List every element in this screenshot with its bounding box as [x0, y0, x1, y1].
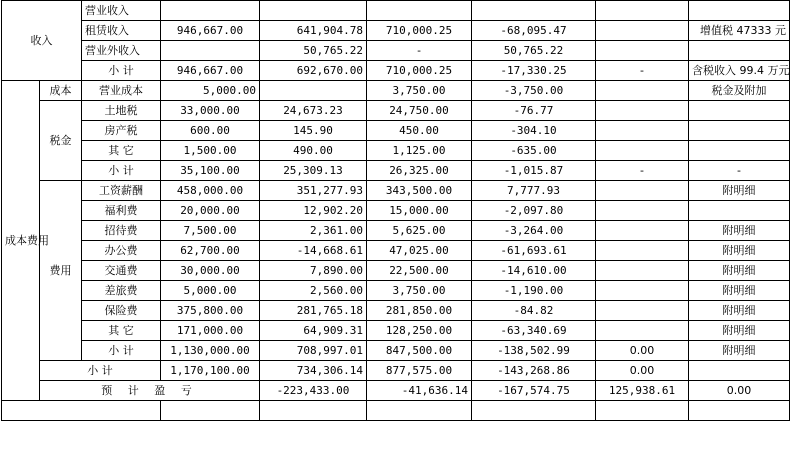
cell-c5 — [596, 281, 689, 301]
row-label: 小 计 — [82, 61, 161, 81]
cell-note — [689, 201, 790, 221]
cell-c5 — [596, 261, 689, 281]
row-label: 其 它 — [82, 141, 161, 161]
empty-cell — [596, 401, 689, 421]
row-label: 交通费 — [82, 261, 161, 281]
row-label: 其 它 — [82, 321, 161, 341]
cell-note — [689, 141, 790, 161]
cell-c5: - — [596, 161, 689, 181]
cell-note: 附明细 — [689, 301, 790, 321]
cell-c2: 2,361.00 — [260, 221, 367, 241]
empty-cell — [161, 401, 260, 421]
cell-c4: -304.10 — [472, 121, 596, 141]
cell-c2: 351,277.93 — [260, 181, 367, 201]
cell-c2: 24,673.23 — [260, 101, 367, 121]
cell-c1 — [161, 1, 260, 21]
cell-c5 — [596, 221, 689, 241]
cell-c3: 128,250.00 — [367, 321, 472, 341]
cost-total-row — [2, 361, 790, 381]
cell-c2: 734,306.14 — [260, 361, 367, 381]
cell-note: 附明细 — [689, 261, 790, 281]
expense-row — [2, 181, 790, 201]
cell-c3: 710,000.25 — [367, 61, 472, 81]
cell-c3: 847,500.00 — [367, 341, 472, 361]
expense-row — [2, 281, 790, 301]
cell-c4: -14,610.00 — [472, 261, 596, 281]
empty-cell — [472, 401, 596, 421]
cell-c5 — [596, 101, 689, 121]
cell-c4: -3,750.00 — [472, 81, 596, 101]
expense-subtotal-row — [2, 341, 790, 361]
section-cost-expense: 成本费用 — [2, 81, 40, 401]
cell-c5 — [596, 121, 689, 141]
cell-c2: 490.00 — [260, 141, 367, 161]
cell-note: - — [689, 161, 790, 181]
empty-row — [2, 401, 790, 421]
cell-c1: 946,667.00 — [161, 61, 260, 81]
empty-cell — [260, 401, 367, 421]
cell-c2: 145.90 — [260, 121, 367, 141]
expense-row — [2, 321, 790, 341]
cell-c4: -3,264.00 — [472, 221, 596, 241]
expense-row — [2, 301, 790, 321]
cell-c2: 641,904.78 — [260, 21, 367, 41]
cell-c1: 600.00 — [161, 121, 260, 141]
row-label: 保险费 — [82, 301, 161, 321]
cell-c1: 946,667.00 — [161, 21, 260, 41]
cell-c1: 35,100.00 — [161, 161, 260, 181]
cell-c4: -84.82 — [472, 301, 596, 321]
cell-c3 — [367, 1, 472, 21]
cell-c5: 0.00 — [596, 361, 689, 381]
expense-row — [2, 201, 790, 221]
row-label: 营业外收入 — [82, 41, 161, 61]
cell-c2: -41,636.14 — [367, 381, 472, 401]
income-subtotal-row — [2, 61, 790, 81]
budget-sheet — [1, 0, 790, 421]
cell-c5 — [596, 181, 689, 201]
empty-cell — [2, 401, 161, 421]
cell-c3: -167,574.75 — [472, 381, 596, 401]
cell-c2: 64,909.31 — [260, 321, 367, 341]
cell-note — [689, 1, 790, 21]
income-row — [2, 41, 790, 61]
section-forecast-pl: 预 计 盈 亏 — [40, 381, 260, 401]
tax-subtotal-row — [2, 161, 790, 181]
section-expense: 费用 — [40, 181, 82, 361]
row-label: 房产税 — [82, 121, 161, 141]
row-label: 营业收入 — [82, 1, 161, 21]
cell-c3: 343,500.00 — [367, 181, 472, 201]
cell-c4: -68,095.47 — [472, 21, 596, 41]
cell-c1: 20,000.00 — [161, 201, 260, 221]
row-label: 福利费 — [82, 201, 161, 221]
cell-c1 — [161, 41, 260, 61]
tax-row — [2, 121, 790, 141]
cell-c4: -63,340.69 — [472, 321, 596, 341]
cell-c5 — [596, 241, 689, 261]
cell-c2: 7,890.00 — [260, 261, 367, 281]
tax-row — [2, 141, 790, 161]
cell-c4: -17,330.25 — [472, 61, 596, 81]
cell-c1: 62,700.00 — [161, 241, 260, 261]
cell-c4: -138,502.99 — [472, 341, 596, 361]
cell-c5 — [596, 1, 689, 21]
cell-c5: 0.00 — [596, 341, 689, 361]
row-label: 租赁收入 — [82, 21, 161, 41]
cell-c5: 0.00 — [689, 381, 790, 401]
cell-c2: 692,670.00 — [260, 61, 367, 81]
cell-note: 附明细 — [689, 181, 790, 201]
row-label: 土地税 — [82, 101, 161, 121]
cell-note — [689, 121, 790, 141]
cell-c5 — [596, 41, 689, 61]
cell-c3: 281,850.00 — [367, 301, 472, 321]
cell-note: 附明细 — [689, 241, 790, 261]
cell-c3: 1,125.00 — [367, 141, 472, 161]
cell-c2: 2,560.00 — [260, 281, 367, 301]
cell-c4: 125,938.61 — [596, 381, 689, 401]
cell-c2: 281,765.18 — [260, 301, 367, 321]
cell-note — [689, 101, 790, 121]
row-label: 小 计 — [82, 341, 161, 361]
cell-c1: 33,000.00 — [161, 101, 260, 121]
cell-c4: -1,015.87 — [472, 161, 596, 181]
cell-note: 附明细 — [689, 341, 790, 361]
cell-c2 — [260, 81, 367, 101]
cell-c3: 3,750.00 — [367, 81, 472, 101]
row-label: 营业成本 — [82, 81, 161, 101]
expense-row — [2, 241, 790, 261]
cell-c3: 47,025.00 — [367, 241, 472, 261]
tax-row — [2, 101, 790, 121]
cell-c1: 1,500.00 — [161, 141, 260, 161]
cell-c2: 708,997.01 — [260, 341, 367, 361]
empty-cell — [367, 401, 472, 421]
cell-c1: 1,170,100.00 — [161, 361, 260, 381]
cell-c3: 3,750.00 — [367, 281, 472, 301]
cell-c5 — [596, 141, 689, 161]
cell-note: 税金及附加 — [689, 81, 790, 101]
cost-row — [2, 81, 790, 101]
cell-c4: -2,097.80 — [472, 201, 596, 221]
cell-note — [689, 361, 790, 381]
cell-c2: 25,309.13 — [260, 161, 367, 181]
cell-note: 含税收入 99.4 万元 — [689, 61, 790, 81]
cell-c1: 5,000.00 — [161, 281, 260, 301]
row-label: 小 计 — [82, 161, 161, 181]
cell-c3: 450.00 — [367, 121, 472, 141]
expense-row — [2, 221, 790, 241]
cell-c2: -14,668.61 — [260, 241, 367, 261]
cell-c5 — [596, 81, 689, 101]
cell-note: 附明细 — [689, 221, 790, 241]
cell-c1: 458,000.00 — [161, 181, 260, 201]
cell-c2 — [260, 1, 367, 21]
row-label: 招待费 — [82, 221, 161, 241]
cell-c1: 30,000.00 — [161, 261, 260, 281]
expense-row — [2, 261, 790, 281]
cell-c4: -635.00 — [472, 141, 596, 161]
row-label: 小 计 — [40, 361, 161, 381]
cell-c1: 7,500.00 — [161, 221, 260, 241]
cell-c3: 15,000.00 — [367, 201, 472, 221]
cell-note — [689, 41, 790, 61]
cell-c3: 26,325.00 — [367, 161, 472, 181]
income-row — [2, 21, 790, 41]
profit-row — [2, 381, 790, 401]
cell-c3: 24,750.00 — [367, 101, 472, 121]
cell-c3: 877,575.00 — [367, 361, 472, 381]
cell-c1: 5,000.00 — [161, 81, 260, 101]
section-income: 收入 — [2, 1, 82, 81]
row-label: 办公费 — [82, 241, 161, 261]
cell-c3: 22,500.00 — [367, 261, 472, 281]
cell-note: 附明细 — [689, 321, 790, 341]
cell-note: 增值税 47333 元 — [689, 21, 790, 41]
cell-c5 — [596, 201, 689, 221]
cell-c3: - — [367, 41, 472, 61]
income-row — [2, 1, 790, 21]
section-cost: 成本 — [40, 81, 82, 101]
cell-c2: 12,902.20 — [260, 201, 367, 221]
row-label: 工资薪酬 — [82, 181, 161, 201]
cell-c3: 710,000.25 — [367, 21, 472, 41]
cell-c2: 50,765.22 — [260, 41, 367, 61]
cell-c4: -61,693.61 — [472, 241, 596, 261]
cell-c4: -143,268.86 — [472, 361, 596, 381]
cell-c4: 50,765.22 — [472, 41, 596, 61]
cell-c5: - — [596, 61, 689, 81]
cell-c1: 1,130,000.00 — [161, 341, 260, 361]
cell-c4: -1,190.00 — [472, 281, 596, 301]
empty-cell — [689, 401, 790, 421]
cell-c3: 5,625.00 — [367, 221, 472, 241]
row-label: 差旅费 — [82, 281, 161, 301]
section-tax: 税金 — [40, 101, 82, 181]
cell-c5 — [596, 301, 689, 321]
cell-note: 附明细 — [689, 281, 790, 301]
cell-c5 — [596, 321, 689, 341]
cell-c4 — [472, 1, 596, 21]
cell-c4: -76.77 — [472, 101, 596, 121]
cell-c1: 375,800.00 — [161, 301, 260, 321]
cell-c4: 7,777.93 — [472, 181, 596, 201]
cell-c5 — [596, 21, 689, 41]
cell-c1: 171,000.00 — [161, 321, 260, 341]
cell-c1: -223,433.00 — [260, 381, 367, 401]
